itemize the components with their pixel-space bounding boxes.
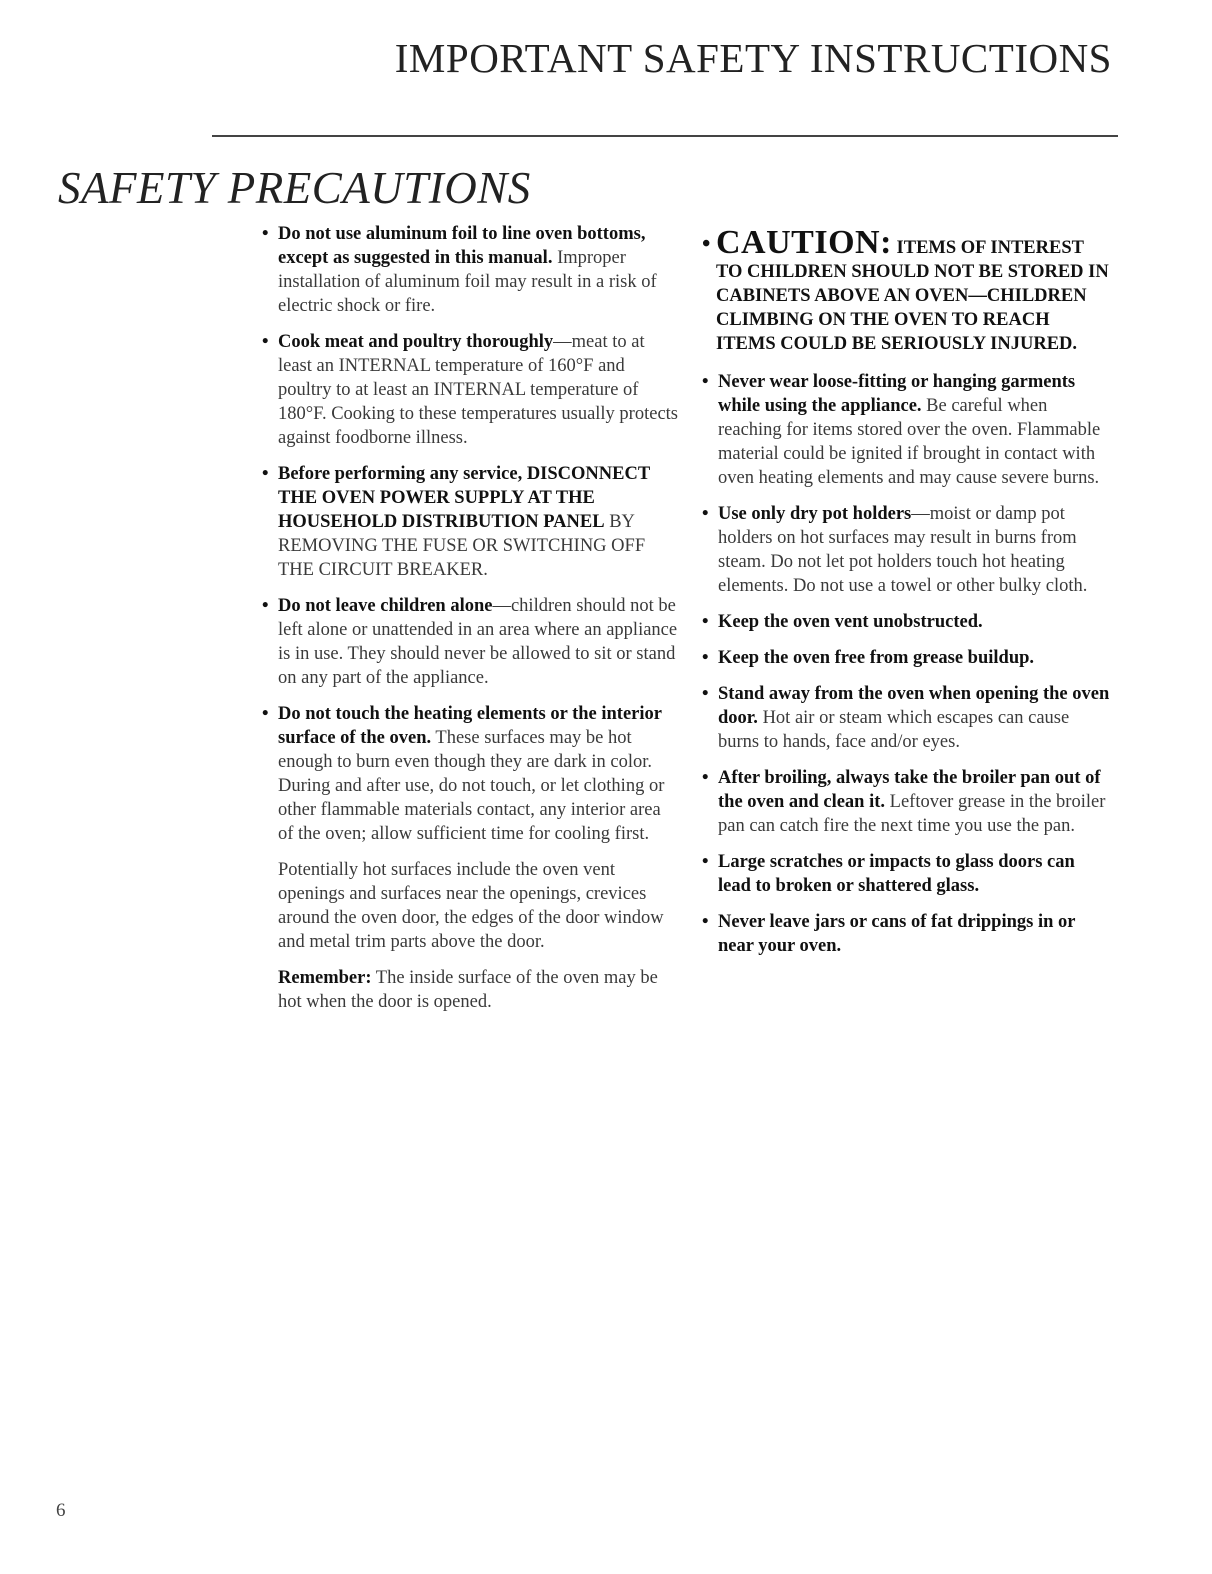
safety-item-grease [702, 646, 1112, 670]
bullet-icon: • [702, 648, 709, 668]
bullet-icon: • [262, 596, 269, 616]
item-text: —meat to at least an INTERNAL temperature of 160°F and poultry to at least an INTERNAL temperature of 180°F. Cooking to these temperatures usually protects against foodborne illness. [278, 332, 678, 448]
right-column [702, 224, 1112, 970]
safety-item-pot-holders [702, 502, 1112, 598]
item-lead: Use only dry pot holders [718, 504, 912, 524]
remember-lead: Remember: [278, 968, 372, 988]
item-lead: Never wear loose-fitting or hanging garments while using the appliance. [718, 372, 1076, 416]
item-lead: Never leave jars or cans of fat drippings in or near your oven. [718, 912, 1076, 956]
bullet-icon: • [702, 372, 709, 392]
safety-item-children-alone [262, 594, 680, 690]
caution-heading: CAUTION: [716, 224, 892, 261]
item-text: Improper installation of aluminum foil may result in a risk of electric shock or fire. [278, 248, 657, 316]
safety-item-glass-doors [702, 850, 1112, 898]
bullet-icon: • [702, 684, 709, 704]
safety-item-disconnect-power [262, 462, 680, 582]
page-number: 6 [56, 1500, 66, 1521]
safety-item-aluminum-foil [262, 222, 680, 318]
bullet-icon: • [262, 704, 269, 724]
bullet-icon: • [702, 852, 709, 872]
caution-block [702, 224, 1112, 356]
item-lead: Large scratches or impacts to glass doors can lead to broken or shattered glass. [718, 852, 1075, 896]
bullet-icon: • [702, 912, 709, 932]
item-lead: After broiling, always take the broiler pan out of the oven and clean it. [718, 768, 1101, 812]
item-lead: Keep the oven vent unobstructed. [718, 612, 983, 632]
bullet-icon: • [702, 504, 709, 524]
page-header-title: IMPORTANT SAFETY INSTRUCTIONS [394, 35, 1112, 81]
bullet-icon: • [702, 768, 709, 788]
item-text: Leftover grease in the broiler pan can catch fire the next time you use the pan. [718, 792, 1106, 836]
remember-text: The inside surface of the oven may be hot when the door is opened. [278, 968, 658, 1012]
item-lead: Keep the oven free from grease buildup. [718, 648, 1035, 668]
bullet-icon: • [262, 464, 269, 484]
caution-text: ITEMS OF INTEREST TO CHILDREN SHOULD NOT BE STORED IN CABINETS ABOVE AN OVEN—CHILDREN CLIMBING ON THE OVEN TO REACH ITEMS COULD BE SERIOUSLY INJURED. [716, 238, 1109, 354]
remember-note [278, 966, 680, 1014]
item-lead: Do not use aluminum foil to line oven bottoms, except as suggested in this manual. [278, 224, 646, 268]
safety-item-stand-away [702, 682, 1112, 754]
safety-item-cook-meat [262, 330, 680, 450]
safety-item-broiler-pan [702, 766, 1112, 838]
bullet-icon: • [702, 231, 711, 257]
item-text: —moist or damp pot holders on hot surfaces may result in burns from steam. Do not let pot holders touch hot heating elements. Do not use a towel or other bulky cloth. [718, 504, 1088, 596]
header-divider [212, 135, 1118, 137]
item-lead: Stand away from the oven when opening the oven door. [718, 684, 1110, 728]
item-lead: Do not leave children alone [278, 596, 493, 616]
bullet-icon: • [262, 224, 269, 244]
section-title: SAFETY PRECAUTIONS [58, 163, 531, 213]
item-text: These surfaces may be hot enough to burn even though they are dark in color. During and after use, do not touch, or let clothing or other flammable materials contact, any interior area of the oven; allow sufficient time for cooling first. [278, 728, 665, 844]
safety-item-garments [702, 370, 1112, 490]
bullet-icon: • [702, 612, 709, 632]
hot-surfaces-paragraph: Potentially hot surfaces include the oven vent openings and surfaces near the openings, crevices around the oven door, the edges of the door window and metal trim parts above the door. [278, 860, 664, 952]
item-text: —children should not be left alone or unattended in an area where an appliance is in use. They should never be allowed to sit or stand on any part of the appliance. [278, 596, 678, 688]
item-lead: Do not touch the heating elements or the interior surface of the oven. [278, 704, 662, 748]
item-lead: Before performing any service, DISCONNECT THE OVEN POWER SUPPLY AT THE HOUSEHOLD DISTRIBUTION PANEL [278, 464, 650, 532]
item-text: Be careful when reaching for items stored over the oven. Flammable material could be ignited if brought in contact with oven heating elements and may cause severe burns. [718, 396, 1101, 488]
safety-item-heating-elements [262, 702, 680, 846]
left-column [262, 222, 680, 1026]
safety-item-vent [702, 610, 1112, 634]
item-text: BY REMOVING THE FUSE OR SWITCHING OFF THE CIRCUIT BREAKER. [278, 512, 646, 580]
bullet-icon: • [262, 332, 269, 352]
safety-item-fat-drippings [702, 910, 1112, 958]
item-text: Hot air or steam which escapes can cause burns to hands, face and/or eyes. [718, 708, 1070, 752]
item-lead: Cook meat and poultry thoroughly [278, 332, 554, 352]
